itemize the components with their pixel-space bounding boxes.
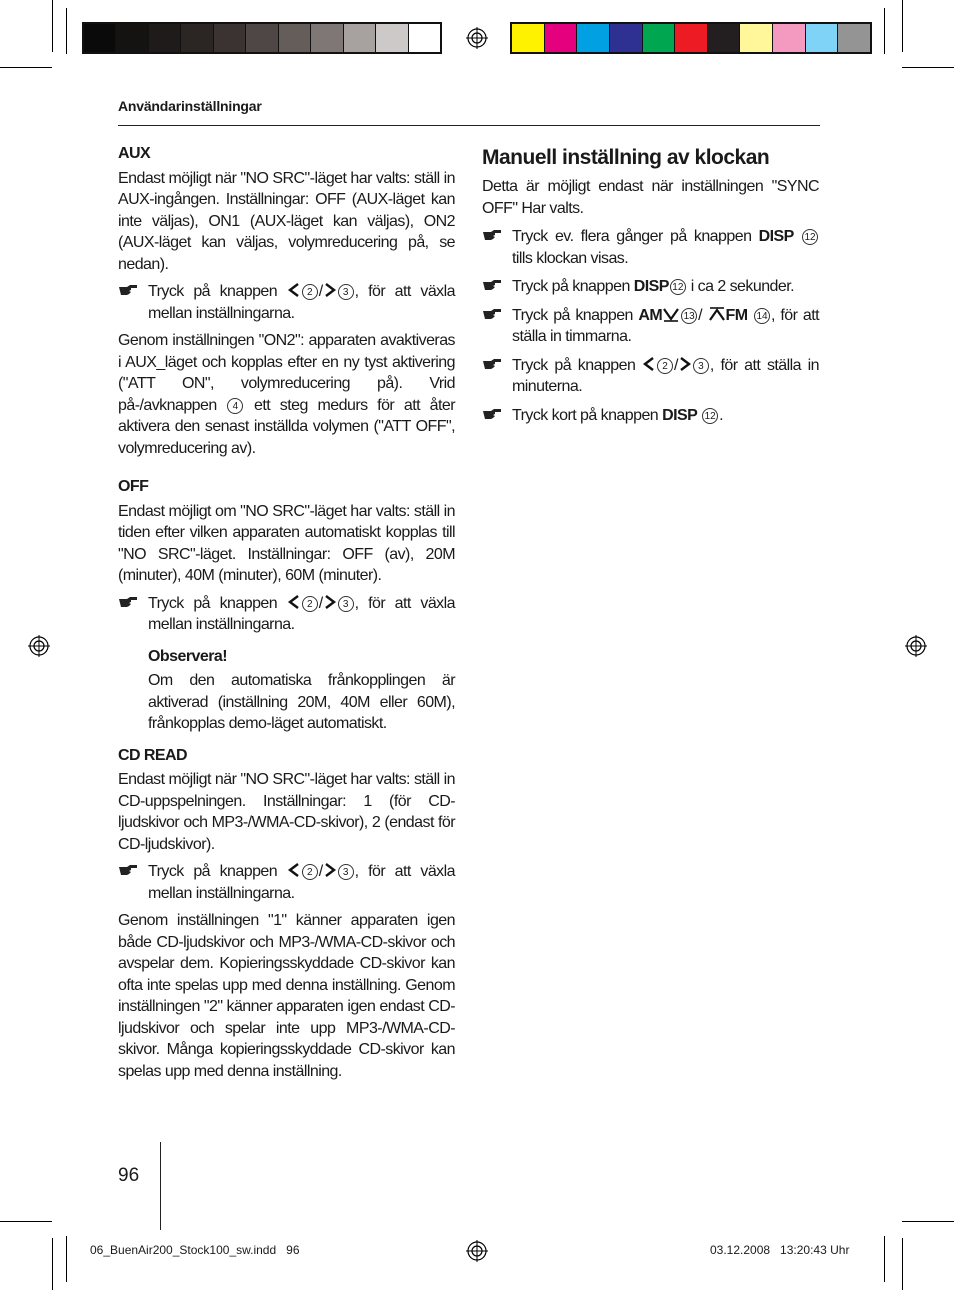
bullet-text: Tryck på knappen bbox=[148, 863, 278, 880]
crop-mark bbox=[884, 8, 885, 54]
color-swatch bbox=[545, 24, 578, 52]
step-text: Tryck på knappen bbox=[512, 356, 636, 374]
header-rule bbox=[118, 125, 820, 126]
cd-read-paragraph-2: Genom inställningen "1" känner apparaten igen både CD-ljudskivor och MP3-/WMA-CD-skivor och avspelar dem. Kopieringsskyddade CD-skivor kan ofta inte spelas upp med denna inställning. Genom inställningen "2" känner apparaten igen endast CD-ljudskivor och spelar inte upp MP3-/WMA-CD-skivor. Många kopieringsskyddade CD-skivor kan spelas upp med denna inställning. bbox=[118, 912, 455, 1080]
crop-mark bbox=[884, 1236, 885, 1282]
chevron-right-icon bbox=[323, 863, 337, 877]
gray-swatch bbox=[84, 24, 116, 52]
gray-swatch bbox=[181, 24, 213, 52]
color-swatch bbox=[740, 24, 773, 52]
crop-mark bbox=[902, 1238, 903, 1290]
right-column bbox=[482, 145, 819, 426]
step-1 bbox=[482, 226, 819, 269]
note-body: Om den automatiska frånkopplingen är aktiverad (inställning 20M, 40M eller 60M), frånkopplas demo-läget automatiskt. bbox=[148, 672, 455, 732]
bullet-text: , för att växla mellan inställningarna. bbox=[148, 594, 455, 633]
bullet-text: , för att växla mellan inställningarna. bbox=[148, 863, 455, 902]
bullet-text: Tryck på knappen bbox=[148, 594, 278, 612]
button-number-badge: 12 bbox=[802, 229, 818, 245]
button-number-badge: 12 bbox=[702, 408, 718, 424]
button-number-badge: 2 bbox=[302, 864, 318, 880]
cd-read-bullet bbox=[118, 861, 455, 904]
step-text: Tryck på knappen bbox=[512, 306, 633, 324]
pointing-hand-icon bbox=[118, 595, 138, 609]
gray-swatch bbox=[311, 24, 343, 52]
page-number: 96 bbox=[118, 1165, 140, 1186]
registration-mark-icon bbox=[466, 1240, 488, 1262]
color-swatch bbox=[806, 24, 839, 52]
registration-mark-icon bbox=[466, 27, 488, 49]
chevron-right-icon bbox=[678, 357, 692, 371]
grayscale-calibration-bar bbox=[82, 22, 442, 54]
chevron-right-icon bbox=[323, 283, 337, 297]
color-swatch bbox=[643, 24, 676, 52]
chevron-left-icon bbox=[287, 863, 301, 877]
key-label: FM bbox=[725, 306, 748, 324]
chevron-left-icon bbox=[642, 357, 656, 371]
slash: / bbox=[318, 863, 323, 880]
crop-mark bbox=[0, 1221, 52, 1222]
pointing-hand-icon bbox=[482, 357, 502, 371]
section-title: Manuell inställning av klockan bbox=[482, 146, 770, 169]
gray-swatch bbox=[214, 24, 246, 52]
key-label: DISP bbox=[758, 228, 794, 245]
pointing-hand-icon bbox=[482, 407, 502, 421]
pointing-hand-icon bbox=[482, 228, 502, 242]
intro-text: Detta är möjligt endast när inställningen "SYNC OFF" Har valts. bbox=[482, 178, 819, 217]
running-header: Användarinställningar bbox=[118, 98, 262, 114]
step-5 bbox=[482, 405, 819, 427]
step-text: Tryck på knappen bbox=[512, 278, 630, 295]
left-column bbox=[118, 143, 455, 1082]
color-swatch bbox=[577, 24, 610, 52]
button-number-badge: 2 bbox=[302, 284, 318, 300]
chevron-left-icon bbox=[287, 283, 301, 297]
page-number-rule bbox=[160, 1142, 161, 1230]
aux-paragraph-2 bbox=[118, 330, 455, 459]
note-title: Observera! bbox=[148, 647, 227, 665]
up-arrow-icon bbox=[708, 307, 726, 322]
gray-swatch bbox=[246, 24, 278, 52]
color-swatch bbox=[838, 24, 870, 52]
key-label: DISP bbox=[633, 278, 669, 295]
color-swatch bbox=[675, 24, 708, 52]
step-text: . bbox=[719, 406, 724, 424]
slash: / bbox=[318, 594, 323, 612]
chevron-left-icon bbox=[287, 595, 301, 609]
section-heading-aux: AUX bbox=[118, 145, 151, 162]
paragraph-text: Genom inställningen "ON2": apparaten avaktiveras i AUX_läget och kopplas efter en ny tyst aktivering ("ATT ON", volymreducering på). Vrid på-/avknappen bbox=[118, 332, 455, 414]
step-text: , för att ställa in minuterna. bbox=[512, 356, 820, 395]
bullet-text: Tryck på knappen bbox=[148, 283, 278, 300]
button-number-badge: 3 bbox=[338, 284, 354, 300]
crop-mark bbox=[52, 0, 53, 52]
crop-mark bbox=[902, 67, 954, 68]
crop-mark bbox=[52, 1238, 53, 1290]
date-slug: 03.12.2008 13:20:43 Uhr bbox=[710, 1243, 850, 1257]
step-text: i ca 2 sekunder. bbox=[690, 278, 795, 295]
color-calibration-bar bbox=[510, 22, 872, 54]
registration-mark-icon bbox=[28, 635, 50, 657]
step-3 bbox=[482, 305, 819, 348]
step-text: Tryck kort på knappen bbox=[512, 406, 659, 424]
button-number-badge: 2 bbox=[657, 358, 673, 374]
button-number-badge: 4 bbox=[227, 398, 243, 414]
crop-mark bbox=[902, 1221, 954, 1222]
button-number-badge: 12 bbox=[670, 279, 686, 295]
section-heading-off: OFF bbox=[118, 478, 149, 495]
color-swatch bbox=[773, 24, 806, 52]
step-text: tills klockan visas. bbox=[512, 249, 629, 267]
gray-swatch bbox=[279, 24, 311, 52]
off-body: Endast möjligt om "NO SRC"-läget har valts: ställ in tiden efter vilken apparaten automatiskt kopplas till "NO SRC"-läget. Inställningar: OFF (av), 20M (minuter), 40M (minuter), 60M (minuter). bbox=[118, 502, 455, 584]
pointing-hand-icon bbox=[482, 307, 502, 321]
bullet-text: , för att växla mellan inställningarna. bbox=[148, 283, 455, 322]
button-number-badge: 3 bbox=[338, 864, 354, 880]
key-label: AM bbox=[638, 306, 663, 324]
step-2 bbox=[482, 276, 819, 298]
slash: / bbox=[318, 283, 323, 300]
pointing-hand-icon bbox=[118, 863, 138, 877]
button-number-badge: 3 bbox=[338, 596, 354, 612]
button-number-badge: 2 bbox=[302, 596, 318, 612]
key-label: DISP bbox=[662, 406, 698, 424]
crop-mark bbox=[66, 1236, 67, 1282]
crop-mark bbox=[902, 0, 903, 52]
gray-swatch bbox=[344, 24, 376, 52]
down-arrow-icon bbox=[662, 307, 680, 322]
gray-swatch bbox=[409, 24, 440, 52]
gray-swatch bbox=[376, 24, 408, 52]
crop-mark bbox=[0, 67, 52, 68]
color-swatch bbox=[512, 24, 545, 52]
button-number-badge: 3 bbox=[693, 358, 709, 374]
section-heading-cd-read: CD READ bbox=[118, 746, 188, 764]
slash: / bbox=[674, 356, 678, 374]
step-4 bbox=[482, 355, 819, 398]
pointing-hand-icon bbox=[118, 283, 138, 297]
cd-read-body: Endast möjligt när "NO SRC"-läget har valts: ställ in CD-uppspelningen. Inställningar: 1 (för CD-ljudskivor och MP3-/WMA-CD-skivor), 2 (endast för CD-ljudskivor). bbox=[118, 771, 455, 853]
gray-swatch bbox=[116, 24, 148, 52]
color-swatch bbox=[708, 24, 741, 52]
chevron-right-icon bbox=[323, 595, 337, 609]
pointing-hand-icon bbox=[482, 278, 502, 292]
step-text: , för att ställa in timmarna. bbox=[512, 306, 819, 345]
button-number-badge: 13 bbox=[681, 308, 697, 324]
note-box bbox=[118, 646, 455, 735]
slash: / bbox=[698, 306, 703, 324]
file-slug: 06_BuenAir200_Stock100_sw.indd 96 bbox=[90, 1243, 300, 1257]
aux-body: Endast möjligt när "NO SRC"-läget har valts: ställ in AUX-ingången. Inställningar: OFF (AUX-läget kan inte väljas), ON1 (AUX-läget kan väljas), ON2 (AUX-läget kan väljas, volymreducering på, se nedan). bbox=[118, 169, 455, 273]
aux-bullet bbox=[118, 281, 455, 324]
color-swatch bbox=[610, 24, 643, 52]
crop-mark bbox=[66, 8, 67, 54]
step-text: Tryck ev. flera gånger på knappen bbox=[512, 228, 752, 245]
registration-mark-icon bbox=[905, 635, 927, 657]
paragraph-text: ett steg medurs för att åter aktivera den senast inställda volymen ("ATT OFF", volymreducering av). bbox=[118, 396, 455, 457]
off-bullet bbox=[118, 593, 455, 636]
button-number-badge: 14 bbox=[754, 308, 770, 324]
gray-swatch bbox=[149, 24, 181, 52]
